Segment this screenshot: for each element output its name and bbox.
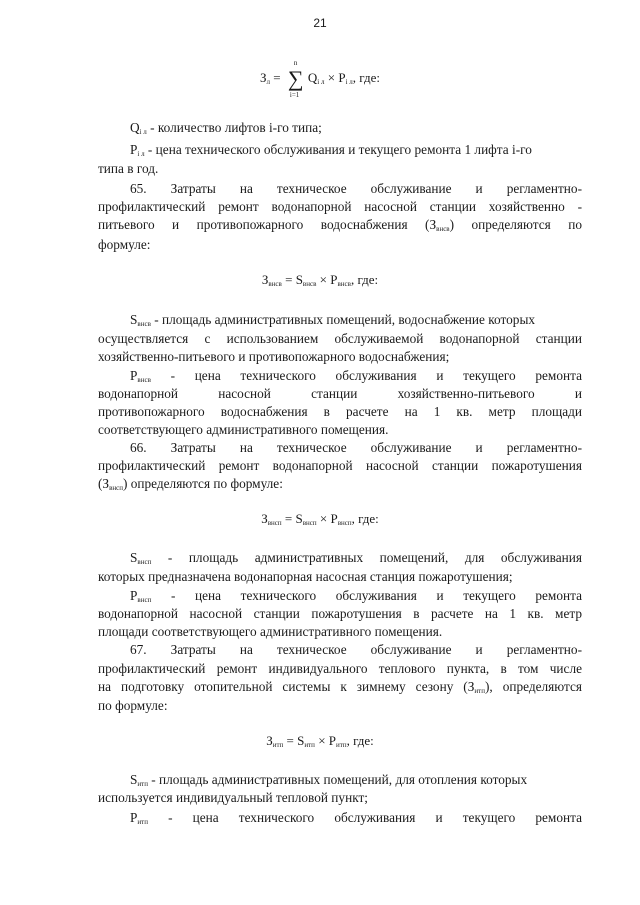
text-line: $P_{внсп}$ - цена технического обслуживания и текущего ремонта [130,588,582,604]
formula-s-sub: внсп [302,519,317,527]
formula-heating-point [0,733,640,749]
formula-lhs-sub: внсп [267,519,282,527]
equals-sign: = [273,69,281,85]
text-line: площади соответствующего административного помещения. [98,624,443,639]
equals-sign: = [284,511,293,526]
text-line: противопожарного водоснабжения в расчете на 1 кв. метр площади [98,404,582,419]
formula-tail: , где: [350,272,379,287]
text-line: $(З_{внсп})$ определяются по формуле: [98,476,283,492]
text-line: используется индивидуальный тепловой пункт; [98,790,368,805]
formula-s-sub: внсв [302,280,317,288]
formula-p-sub: итп [336,741,347,749]
formula-fire-station [0,511,640,527]
formula-p: P [338,69,346,85]
text-line: водонапорной насосной станции пожаротушения в расчете на 1 кв. метр [98,606,582,621]
text-line: которых предназначена водонапорная насосная станция пожаротушения; [98,569,513,584]
formula-p: P [330,511,338,526]
text-line: 65. Затраты на техническое обслуживание и регламентно- [130,181,582,196]
formula-lhs-sub: внсв [268,280,282,288]
text-line: водонапорной насосной станции хозяйственно-питьевого и [98,386,582,401]
formula-s: S [295,272,303,287]
formula-s: S [297,733,305,748]
text-line: на подготовку отопительной системы к зимнему сезону $(З_{итп})$, определяются [98,679,582,695]
text-line: профилактический ремонт водонапорной насосной станции хозяйственно - [98,199,582,214]
formula-tail: , где: [351,511,379,526]
formula-lhs: З [260,69,267,85]
text-line: 66. Затраты на техническое обслуживание и регламентно- [130,440,582,455]
formula-p: P [330,272,338,287]
text-line: $P_{внсв}$ - цена технического обслуживания и текущего ремонта [130,368,582,384]
formula-lhs: З [266,733,273,748]
page-number: 21 [313,16,327,30]
text-line: формуле: [98,237,151,252]
text-line: $Q_{i л}$ - количество лифтов i-го типа; [130,120,322,136]
text-line: $P_{i л}$ - цена технического обслуживания и текущего ремонта 1 лифта i-го [130,142,532,158]
sum-lower-limit: i=1 [289,91,300,99]
formula-p-sub: i л [345,77,353,86]
formula-q-sub: i л [317,77,325,86]
text-line: 67. Затраты на техническое обслуживание и регламентно- [130,642,582,657]
formula-s-sub: итп [304,741,315,749]
sum-symbol [285,59,307,99]
formula-lhs: З [261,511,268,526]
formula-tail: , где: [352,69,380,85]
equals-sign: = [285,272,293,287]
text-line: соответствующего административного помещения. [98,422,389,437]
text-line: профилактический ремонт индивидуального теплового пункта, в том числе [98,661,582,676]
times-sign: × [319,511,328,526]
text-line: $P_{итп}$ - цена технического обслуживания и текущего ремонта [130,810,582,826]
times-sign: × [318,733,326,748]
sigma-icon: ∑ [287,66,304,91]
formula-tail: , где: [346,733,374,748]
text-line: $S_{внсв}$ - площадь административных помещений, водоснабжение которых [130,312,536,328]
text-line: $S_{внсп}$ - площадь административных помещений, для обслуживания [130,550,582,566]
formula-q: Q [307,69,318,85]
formula-lhs-sub: л [266,77,271,86]
text-line: питьевого и противопожарного водоснабжения $(З_{внсв})$ определяются по [98,217,583,233]
text-line: хозяйственно-питьевого и противопожарного водоснабжения; [98,349,450,364]
formula-lifts [0,59,640,99]
text-line: типа в год. [98,161,159,176]
text-line: профилактический ремонт водонапорной насосной станции пожаротушения [98,458,582,473]
text-line: $S_{итп}$ - площадь административных помещений, для отопления которых [130,772,528,788]
formula-p: P [328,733,337,748]
sum-upper-limit: n [293,59,298,67]
times-sign: × [319,272,327,287]
text-line: по формуле: [98,698,168,713]
equals-sign: = [286,733,294,748]
formula-lhs: З [261,272,269,287]
formula-p-sub: внсв [337,280,351,288]
formula-s: S [295,511,303,526]
times-sign: × [327,69,336,85]
formula-water-supply [0,272,640,288]
formula-lhs-sub: итп [272,741,284,749]
formula-p-sub: внсп [337,519,352,527]
text-line: осуществляется с использованием обслуживаемой водонапорной станции [98,331,582,346]
